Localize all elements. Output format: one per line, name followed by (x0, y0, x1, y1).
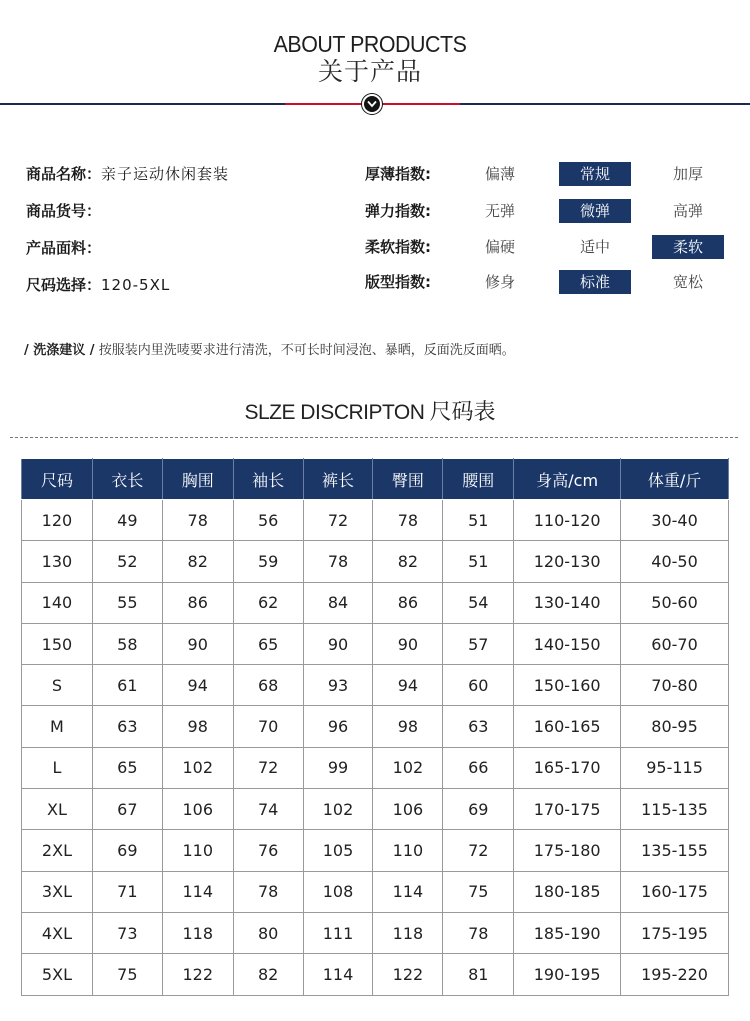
table-cell: 98 (162, 706, 233, 747)
table-cell: 51 (443, 500, 514, 541)
table-cell: 78 (303, 541, 373, 582)
table-cell: 82 (233, 954, 303, 995)
table-cell: 170-175 (514, 789, 621, 830)
table-cell: 78 (443, 912, 514, 953)
table-cell: 3XL (22, 871, 93, 912)
table-cell: 150 (22, 623, 93, 664)
table-cell: 114 (373, 871, 443, 912)
table-cell: 68 (233, 665, 303, 706)
table-cell: 80-95 (621, 706, 729, 747)
table-cell: 140 (22, 582, 93, 623)
table-cell: 102 (373, 747, 443, 788)
table-cell: 82 (373, 541, 443, 582)
index-option-selected: 柔软 (652, 235, 724, 259)
table-cell: 61 (92, 665, 162, 706)
table-cell: 59 (233, 541, 303, 582)
wash-advice (24, 341, 515, 361)
index-option: 宽松 (672, 273, 703, 291)
column-header: 胸围 (162, 459, 233, 500)
column-header: 臀围 (373, 459, 443, 500)
table-cell: 114 (303, 954, 373, 995)
table-row (22, 500, 729, 541)
table-row (22, 706, 729, 747)
index-option-selected: 微弹 (559, 199, 631, 223)
index-option-selected: 常规 (559, 162, 631, 186)
table-cell: 80 (233, 912, 303, 953)
info-label: 商品名称： (26, 165, 102, 183)
table-cell: 60-70 (621, 623, 729, 664)
table-row (22, 747, 729, 788)
table-cell: 51 (443, 541, 514, 582)
table-cell: 67 (92, 789, 162, 830)
size-table-body (22, 500, 729, 996)
table-cell: 185-190 (514, 912, 621, 953)
table-cell: 90 (162, 623, 233, 664)
table-cell: XL (22, 789, 93, 830)
table-cell: 195-220 (621, 954, 729, 995)
info-product-code (26, 199, 101, 223)
info-value: 亲子运动休闲套装 (101, 165, 230, 183)
table-cell: 30-40 (621, 500, 729, 541)
table-cell: 118 (162, 912, 233, 953)
table-cell: 5XL (22, 954, 93, 995)
dashed-divider (10, 437, 738, 438)
index-option: 高弹 (672, 202, 703, 220)
table-cell: 82 (162, 541, 233, 582)
size-table-header (22, 459, 729, 500)
column-header: 体重/斤 (621, 459, 729, 500)
header-title-en: ABOUT PRODUCTS (273, 31, 467, 57)
index-label: 柔软指数: (365, 238, 431, 256)
table-cell: 72 (233, 747, 303, 788)
table-cell: 74 (233, 789, 303, 830)
table-cell: 71 (92, 871, 162, 912)
wash-text: 按服装内里洗唛要求进行清洗，不可长时间浸泡、暴晒，反面洗反面晒。 (98, 343, 515, 358)
table-cell: 63 (443, 706, 514, 747)
chevron-down-icon (362, 94, 382, 114)
column-header: 腰围 (443, 459, 514, 500)
wash-label: / 洗涤建议 / (24, 343, 95, 358)
table-cell: 63 (92, 706, 162, 747)
table-cell: 180-185 (514, 871, 621, 912)
table-cell: 160-165 (514, 706, 621, 747)
index-option: 偏硬 (484, 238, 515, 256)
table-cell: 81 (443, 954, 514, 995)
table-cell: 52 (92, 541, 162, 582)
table-cell: 2XL (22, 830, 93, 871)
table-cell: 78 (373, 500, 443, 541)
column-header: 裤长 (303, 459, 373, 500)
table-cell: 111 (303, 912, 373, 953)
column-header: 身高/cm (514, 459, 621, 500)
info-label: 尺码选择： (26, 276, 102, 294)
table-row (22, 665, 729, 706)
table-cell: 130-140 (514, 582, 621, 623)
table-cell: 90 (373, 623, 443, 664)
table-cell: 66 (443, 747, 514, 788)
info-size-range (26, 273, 170, 297)
table-cell: 105 (303, 830, 373, 871)
table-cell: 98 (373, 706, 443, 747)
index-option: 加厚 (672, 165, 703, 183)
table-cell: 90 (303, 623, 373, 664)
table-cell: 70-80 (621, 665, 729, 706)
table-cell: 73 (92, 912, 162, 953)
table-cell: L (22, 747, 93, 788)
table-cell: 102 (162, 747, 233, 788)
table-cell: 58 (92, 623, 162, 664)
table-cell: 108 (303, 871, 373, 912)
table-cell: 72 (303, 500, 373, 541)
table-row (22, 954, 729, 995)
table-cell: 140-150 (514, 623, 621, 664)
index-option: 适中 (579, 238, 610, 256)
column-header: 衣长 (92, 459, 162, 500)
table-cell: 78 (162, 500, 233, 541)
table-cell: 72 (443, 830, 514, 871)
table-cell: 69 (92, 830, 162, 871)
table-cell: 175-180 (514, 830, 621, 871)
column-header: 袖长 (233, 459, 303, 500)
size-title-en: SLZE DISCRIPTON (244, 401, 425, 424)
table-cell: 114 (162, 871, 233, 912)
index-label: 厚薄指数: (365, 165, 431, 183)
table-cell: 62 (233, 582, 303, 623)
table-cell: 106 (162, 789, 233, 830)
table-row (22, 623, 729, 664)
table-row (22, 541, 729, 582)
table-cell: 40-50 (621, 541, 729, 582)
table-row (22, 871, 729, 912)
table-cell: 122 (373, 954, 443, 995)
info-label: 商品货号： (26, 202, 102, 220)
size-title-cn: 尺码表 (429, 400, 496, 425)
table-row (22, 912, 729, 953)
table-cell: 75 (443, 871, 514, 912)
table-cell: 65 (92, 747, 162, 788)
table-cell: S (22, 665, 93, 706)
table-cell: 49 (92, 500, 162, 541)
table-row (22, 830, 729, 871)
index-option: 偏薄 (484, 165, 515, 183)
table-cell: 118 (373, 912, 443, 953)
table-cell: 75 (92, 954, 162, 995)
table-cell: 165-170 (514, 747, 621, 788)
table-row (22, 789, 729, 830)
table-cell: 4XL (22, 912, 93, 953)
index-option: 无弹 (484, 202, 515, 220)
size-table (21, 458, 729, 996)
index-label: 版型指数: (365, 273, 431, 291)
table-cell: 115-135 (621, 789, 729, 830)
table-cell: 110-120 (514, 500, 621, 541)
table-cell: M (22, 706, 93, 747)
table-cell: 102 (303, 789, 373, 830)
size-chart-title (0, 397, 740, 430)
table-cell: 99 (303, 747, 373, 788)
table-cell: 50-60 (621, 582, 729, 623)
info-fabric (26, 236, 101, 260)
index-option: 修身 (484, 273, 515, 291)
table-cell: 86 (162, 582, 233, 623)
table-cell: 78 (233, 871, 303, 912)
table-cell: 55 (92, 582, 162, 623)
table-cell: 120-130 (514, 541, 621, 582)
table-cell: 175-195 (621, 912, 729, 953)
table-cell: 69 (443, 789, 514, 830)
table-cell: 56 (233, 500, 303, 541)
table-cell: 135-155 (621, 830, 729, 871)
index-option-selected: 标准 (559, 270, 631, 294)
table-cell: 54 (443, 582, 514, 623)
info-product-name (26, 162, 229, 186)
index-label: 弹力指数: (365, 202, 431, 220)
table-cell: 96 (303, 706, 373, 747)
table-cell: 160-175 (621, 871, 729, 912)
table-cell: 93 (303, 665, 373, 706)
column-header: 尺码 (22, 459, 93, 500)
table-row (22, 582, 729, 623)
table-cell: 190-195 (514, 954, 621, 995)
table-cell: 65 (233, 623, 303, 664)
table-cell: 84 (303, 582, 373, 623)
table-cell: 130 (22, 541, 93, 582)
table-cell: 60 (443, 665, 514, 706)
table-cell: 110 (162, 830, 233, 871)
table-cell: 94 (373, 665, 443, 706)
table-cell: 150-160 (514, 665, 621, 706)
table-cell: 70 (233, 706, 303, 747)
table-cell: 106 (373, 789, 443, 830)
table-cell: 122 (162, 954, 233, 995)
table-cell: 86 (373, 582, 443, 623)
header-title-cn: 关于产品 (317, 57, 422, 86)
table-cell: 76 (233, 830, 303, 871)
info-value: 120-5XL (101, 276, 171, 294)
info-label: 产品面料： (26, 239, 102, 257)
table-cell: 57 (443, 623, 514, 664)
table-cell: 95-115 (621, 747, 729, 788)
table-cell: 120 (22, 500, 93, 541)
table-cell: 110 (373, 830, 443, 871)
table-cell: 94 (162, 665, 233, 706)
